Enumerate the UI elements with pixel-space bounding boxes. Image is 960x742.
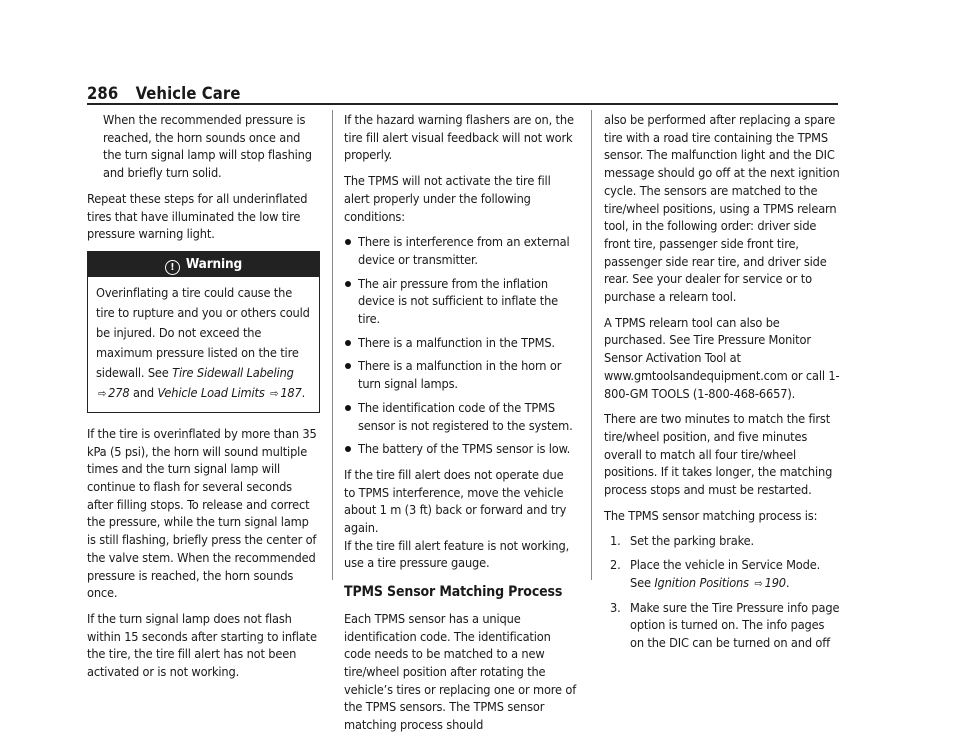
paragraph: If the hazard warning flashers are on, the tire fill alert visual feedback will not work properly. <box>344 112 574 163</box>
section-title: Vehicle Care <box>135 84 241 103</box>
page-reference[interactable]: 190 <box>764 574 786 590</box>
paragraph: If the tire fill alert does not operate due to TPMS interference, move the vehicle about 1 m (3 ft) back or forward and try again. <box>344 466 567 536</box>
column-divider <box>591 110 592 580</box>
paragraph: If the turn signal lamp does not flash within 15 seconds after starting to inflate the tire, the tire fill alert has not been activated or is not working. <box>87 610 317 680</box>
header-rule <box>87 103 838 105</box>
paragraph: Repeat these steps for all underinflated tires that have illuminated the low tire pressure warning light. <box>87 190 308 242</box>
page-reference-icon: ⇨ <box>98 386 107 400</box>
page-reference-icon: ⇨ <box>754 576 763 590</box>
steps-list <box>604 532 840 651</box>
page-reference[interactable]: 278 <box>108 384 130 400</box>
page-header <box>87 84 241 103</box>
paragraph: The TPMS will not activate the tire fill alert properly under the following conditions: <box>344 173 551 224</box>
list-item: The battery of the TPMS sensor is low. <box>344 440 578 458</box>
column-3 <box>604 111 840 658</box>
list-item: 3. Make sure the Tire Pressure info page option is turned on. The info pages on the DIC can be turned on and off <box>610 599 840 650</box>
warning-header <box>88 252 319 277</box>
column-2 <box>344 111 578 742</box>
list-item: The air pressure from the inflation device is not sufficient to inflate the tire. <box>344 275 578 328</box>
paragraph: There are two minutes to match the first tire/wheel position, and five minutes overall to match all four tire/wheel positions. If it takes longer, the matching process stops and must be restarted. <box>604 411 833 498</box>
paragraph: If the tire fill alert feature is not working, use a tire pressure gauge. <box>344 537 570 571</box>
warning-box <box>87 251 320 413</box>
conditions-list <box>344 233 578 458</box>
column-1 <box>87 111 320 689</box>
link-ignition-positions[interactable]: Ignition Positions <box>654 574 749 590</box>
link-vehicle-load-limits[interactable]: Vehicle Load Limits <box>157 384 265 400</box>
page-number: 286 <box>87 84 119 103</box>
paragraph: The TPMS sensor matching process is: <box>604 507 818 523</box>
paragraph: When the recommended pressure is reached, the horn sounds once and the turn signal lamp will stop flashing and briefly turn solid. <box>103 112 312 181</box>
paragraph: A TPMS relearn tool can also be purchased. See Tire Pressure Monitor Sensor Activation Tool at www.gmtoolsandequipment.com or call 1-800-GM TOOLS (1-800-468-6657). <box>604 314 840 401</box>
paragraph: Each TPMS sensor has a unique identification code. The identification code needs to be matched to a new tire/wheel position after rotating the vehicle’s tires or replacing one or more of the TPMS sensors. The TPMS sensor matching process should <box>344 610 577 733</box>
list-item: There is a malfunction in the horn or turn signal lamps. <box>344 357 578 392</box>
list-item: There is a malfunction in the TPMS. <box>344 334 578 352</box>
warning-text: Overinflating a tire could cause the tire to rupture and you or others could be injured. Do not exceed the maximum pressure listed on the tire sidewall. See Tire Sidewall Labeling ⇨ 278 and Vehicle Load Limits ⇨ 187. <box>96 284 310 400</box>
warning-icon: ! <box>165 260 180 275</box>
link-tire-sidewall-labeling[interactable]: Tire Sidewall Labeling <box>172 364 294 380</box>
list-item: There is interference from an external device or transmitter. <box>344 233 578 268</box>
list-item: 1. Set the parking brake. <box>610 533 754 549</box>
list-item: The identification code of the TPMS sensor is not registered to the system. <box>344 399 578 434</box>
section-subheading: TPMS Sensor Matching Process <box>344 584 563 601</box>
paragraph: If the tire is overinflated by more than 35 kPa (5 psi), the horn will sound multiple times and the turn signal lamp will continue to flash for several seconds after filling stops. To release and correct the pressure, while the turn signal lamp is still flashing, briefly press the center of the valve stem. When the recommended pressure is reached, the horn sounds once. <box>87 425 317 601</box>
page-reference-icon: ⇨ <box>270 386 279 400</box>
column-divider <box>332 110 333 580</box>
list-item: 2. Place the vehicle in Service Mode. See Ignition Positions ⇨ 190. <box>610 557 821 590</box>
paragraph: also be performed after replacing a spare tire with a road tire containing the TPMS sensor. The malfunction light and the DIC message should go off at the next ignition cycle. The sensors are matched to the tire/wheel positions, using a TPMS relearn tool, in the following order: driver side front tire, passenger side front tire, passenger side rear tire, and driver side rear. See your dealer for service or to purchase a relearn tool. <box>604 112 840 305</box>
warning-title: Warning <box>185 255 243 272</box>
page-reference[interactable]: 187 <box>280 384 302 400</box>
